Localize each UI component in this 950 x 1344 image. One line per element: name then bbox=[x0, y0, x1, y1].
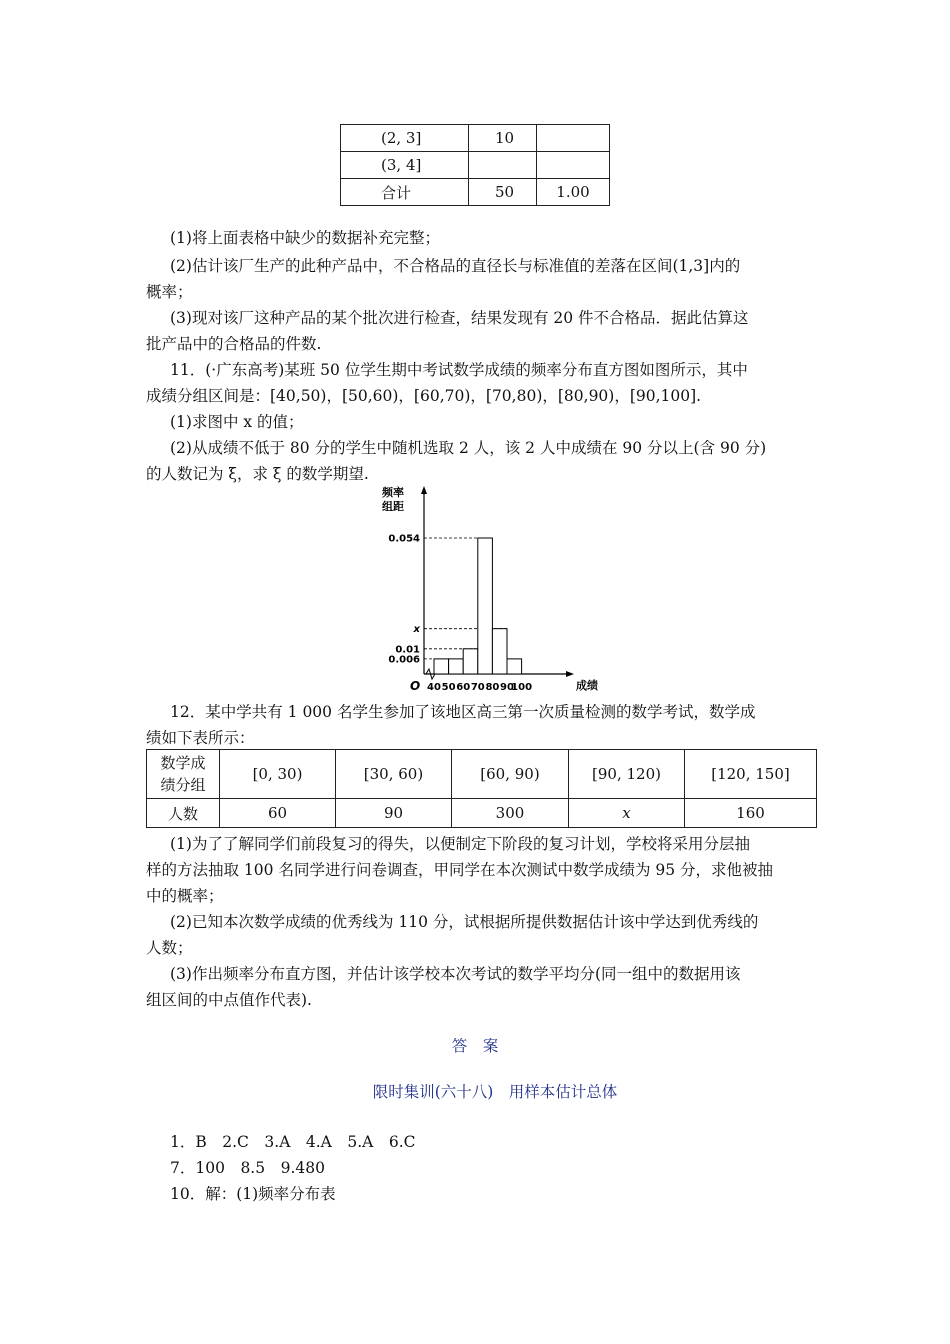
group-cell: [90, 120) bbox=[569, 750, 685, 799]
count-cell: 90 bbox=[336, 799, 452, 828]
y-axis-arrow bbox=[421, 486, 427, 494]
q10-part2: (2)估计该厂生产的此种产品中，不合格品的直径长与标准值的差落在区间(1,3]内的 bbox=[170, 257, 741, 275]
freq-cell bbox=[537, 125, 610, 152]
answers-title: 答 案 bbox=[451, 1037, 499, 1055]
x-tick-label: 60 bbox=[456, 682, 471, 693]
histogram-bar bbox=[463, 649, 478, 674]
table-row bbox=[341, 152, 610, 179]
y-tick-label: 0.006 bbox=[388, 654, 420, 666]
group-cell: [30, 60) bbox=[336, 750, 452, 799]
freq-cell: 1.00 bbox=[537, 179, 610, 206]
q11-part2-cont: 的人数记为 ξ，求 ξ 的数学期望. bbox=[146, 465, 369, 483]
q10-part3-cont: 批产品中的合格品的件数. bbox=[146, 335, 322, 353]
table-row bbox=[147, 799, 817, 828]
count-cell bbox=[469, 152, 537, 179]
q11-part1: (1)求图中 x 的值； bbox=[170, 413, 304, 431]
x-tick-label: 40 bbox=[427, 682, 441, 693]
interval-cell: (2, 3] bbox=[341, 125, 469, 152]
frequency-histogram bbox=[370, 484, 610, 696]
histogram-marks bbox=[388, 534, 532, 694]
y-label-top: 频率 bbox=[382, 486, 404, 499]
table-row bbox=[147, 750, 817, 799]
answers-subtitle: 限时集训(六十八) 用样本估计总体 bbox=[372, 1083, 618, 1101]
score-distribution-table bbox=[146, 749, 817, 828]
x-axis-label: 成绩 bbox=[576, 679, 598, 692]
count-cell: 50 bbox=[469, 179, 537, 206]
count-cell: 300 bbox=[452, 799, 569, 828]
group-cell: [0, 30) bbox=[220, 750, 336, 799]
q10-part1: (1)将上面表格中缺少的数据补充完整； bbox=[170, 229, 440, 247]
count-cell: x bbox=[569, 799, 685, 828]
group-header-cell bbox=[147, 750, 220, 799]
q10-part3: (3)现对该厂这种产品的某个批次进行检查，结果发现有 20 件不合格品．据此估算这 bbox=[170, 309, 749, 327]
x-tick-label: 70 bbox=[470, 682, 485, 693]
count-cell: 160 bbox=[685, 799, 817, 828]
table-row bbox=[341, 179, 610, 206]
group-cell: [60, 90) bbox=[452, 750, 569, 799]
histogram-bar bbox=[434, 659, 449, 674]
origin-label: O bbox=[410, 679, 421, 693]
q12-part1-cont2: 中的概率； bbox=[146, 887, 224, 905]
q12-part3: (3)作出频率分布直方图，并估计该学校本次考试的数学平均分(同一组中的数据用该 bbox=[170, 965, 741, 983]
table-row bbox=[341, 125, 610, 152]
q12-part3-cont: 组区间的中点值作代表). bbox=[146, 991, 312, 1009]
interval-cell: (3, 4] bbox=[341, 152, 469, 179]
group-header-line1: 数学成 bbox=[160, 754, 206, 772]
answer-line-2: 7．100 8.5 9.480 bbox=[170, 1159, 325, 1177]
q12-part1-cont: 样的方法抽取 100 名同学进行问卷调查，甲同学在本次测试中数学成绩为 95 分，求他被抽 bbox=[146, 861, 774, 879]
q11-part2: (2)从成绩不低于 80 分的学生中随机选取 2 人，该 2 人中成绩在 90 分以上(含 90 分) bbox=[170, 439, 767, 457]
y-tick-label: 0.054 bbox=[388, 533, 420, 545]
x-tick-label: 90 bbox=[500, 682, 514, 693]
x-tick-label: 100 bbox=[511, 682, 533, 693]
count-cell: 60 bbox=[220, 799, 336, 828]
y-tick-label: 0.01 bbox=[395, 644, 420, 656]
group-header-line2: 绩分组 bbox=[160, 776, 206, 794]
histogram-bar bbox=[449, 659, 464, 674]
count-cell: 10 bbox=[469, 125, 537, 152]
histogram-bar bbox=[507, 659, 522, 674]
q12-heading-cont: 绩如下表所示： bbox=[146, 729, 255, 747]
q12-part2: (2)已知本次数学成绩的优秀线为 110 分，试根据所提供数据估计该中学达到优秀线的 bbox=[170, 913, 759, 931]
x-tick-label: 80 bbox=[485, 682, 500, 693]
answer-line-1: 1．B 2.C 3.A 4.A 5.A 6.C bbox=[170, 1133, 416, 1151]
y-tick-label: x bbox=[413, 624, 420, 636]
freq-cell bbox=[537, 152, 610, 179]
x-axis-arrow bbox=[566, 671, 574, 677]
y-label-bottom: 组距 bbox=[382, 500, 404, 513]
histogram-bar bbox=[478, 538, 493, 674]
q11-heading: 11．(·广东高考)某班 50 位学生期中考试数学成绩的频率分布直方图如图所示，其中 bbox=[170, 361, 748, 379]
x-tick-label: 50 bbox=[441, 682, 456, 693]
histogram-bar bbox=[492, 629, 507, 674]
interval-cell: 合计 bbox=[341, 179, 469, 206]
q11-heading-cont: 成绩分组区间是：[40,50)，[50,60)，[60,70)，[70,80)，[80,90)，[90,100]. bbox=[146, 387, 702, 405]
group-cell: [120, 150] bbox=[685, 750, 817, 799]
q12-part1: (1)为了了解同学们前段复习的得失，以便制定下阶段的复习计划，学校将采用分层抽 bbox=[170, 835, 750, 853]
q10-part2-cont: 概率； bbox=[146, 283, 193, 301]
row-label-cell: 人数 bbox=[147, 799, 220, 828]
q12-part2-cont: 人数； bbox=[146, 939, 193, 957]
q12-heading: 12．某中学共有 1 000 名学生参加了该地区高三第一次质量检测的数学考试，数学成 bbox=[170, 703, 756, 721]
frequency-table-partial bbox=[340, 124, 610, 206]
answer-line-3: 10．解：(1)频率分布表 bbox=[170, 1185, 336, 1203]
